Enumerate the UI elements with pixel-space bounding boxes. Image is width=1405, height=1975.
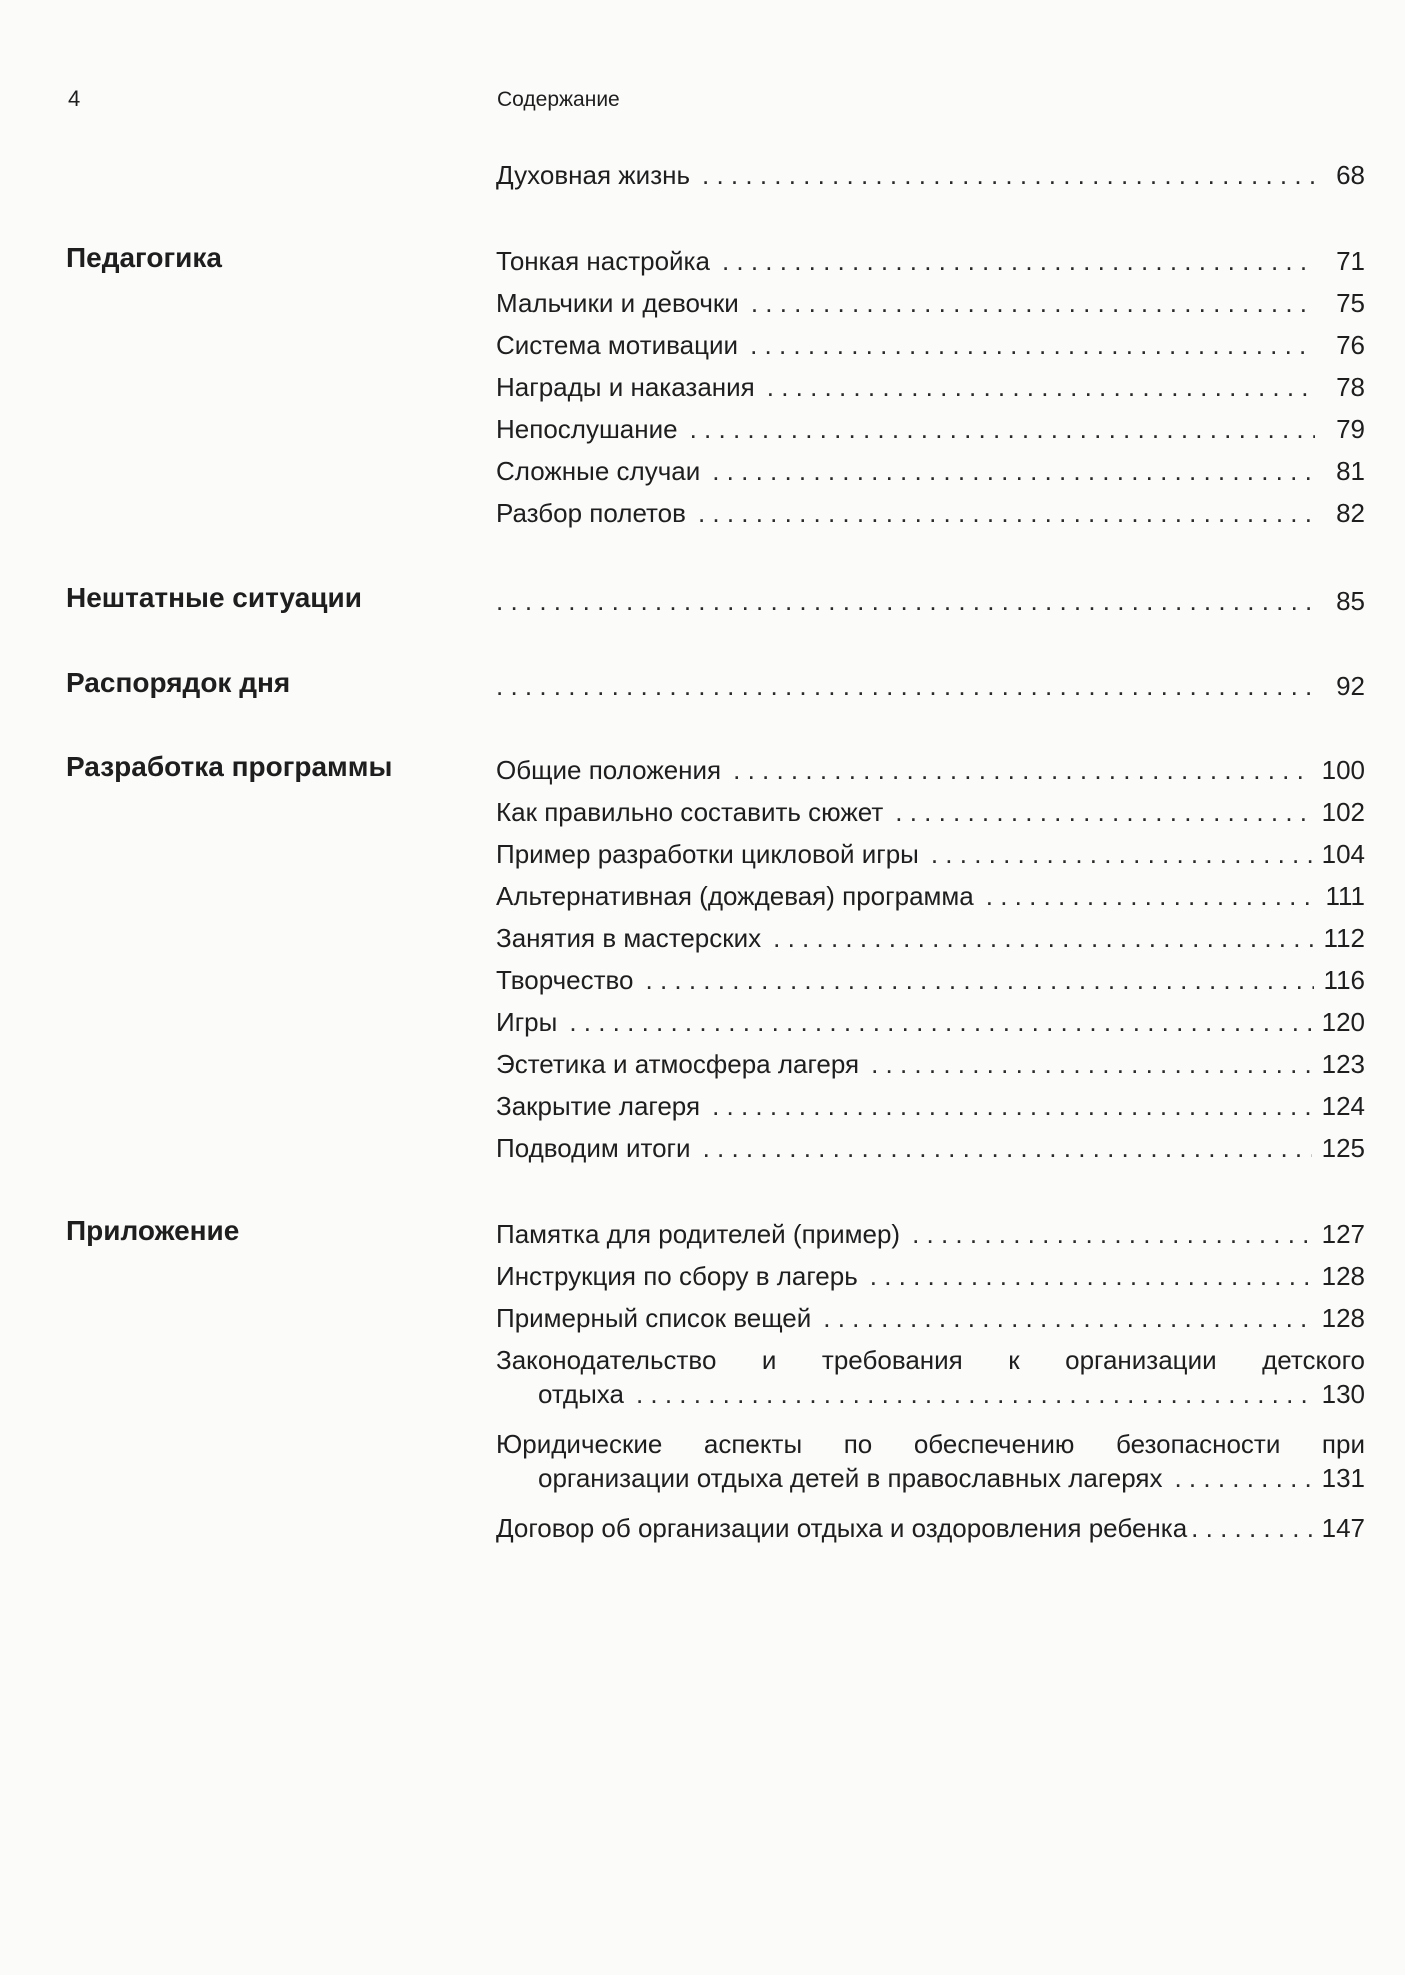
entry-page: 128 xyxy=(1321,1261,1365,1291)
dot-leader xyxy=(722,244,1315,278)
entry-page: 78 xyxy=(1336,372,1365,402)
entry-title: Система мотивации xyxy=(496,330,739,360)
toc-entry[interactable] xyxy=(496,1047,1365,1081)
dot-leader xyxy=(646,963,1314,997)
dot-leader xyxy=(733,753,1311,787)
dot-leader xyxy=(1191,1511,1317,1545)
entry-title: Духовная жизнь xyxy=(496,160,691,190)
toc-entry[interactable] xyxy=(496,1511,1365,1545)
dot-leader xyxy=(871,1047,1312,1081)
entry-page: 125 xyxy=(1321,1133,1365,1163)
entry-title: Как правильно составить сюжет xyxy=(496,797,884,827)
entry-page: 111 xyxy=(1325,881,1365,911)
toc-entry[interactable] xyxy=(496,328,1365,362)
toc-entry[interactable] xyxy=(496,158,1365,192)
dot-leader xyxy=(767,370,1315,404)
entry-page: 100 xyxy=(1321,755,1365,785)
toc-entry[interactable] xyxy=(496,837,1365,871)
dot-leader xyxy=(912,1217,1312,1251)
dot-leader xyxy=(750,328,1315,362)
section-title-emergencies: Нештатные ситуации xyxy=(66,582,362,613)
dot-leader xyxy=(702,158,1315,192)
toc-entry[interactable] xyxy=(496,286,1365,320)
dot-leader xyxy=(703,1131,1312,1165)
entry-page: 76 xyxy=(1336,330,1365,360)
entry-title-line1: Законодательство и требования к организации детского xyxy=(496,1345,1365,1375)
entry-page: 92 xyxy=(1336,671,1365,701)
entry-title: Инструкция по сбору в лагерь xyxy=(496,1261,858,1291)
entry-title: Примерный список вещей xyxy=(496,1303,812,1333)
entry-title: Занятия в мастерских xyxy=(496,923,762,953)
entry-title: Закрытие лагеря xyxy=(496,1091,701,1121)
toc-entry[interactable] xyxy=(496,753,1365,787)
toc-entry[interactable] xyxy=(496,1343,1365,1411)
entry-page: 75 xyxy=(1336,288,1365,318)
toc-entry[interactable] xyxy=(496,1131,1365,1165)
section-title-appendix: Приложение xyxy=(66,1215,240,1246)
entry-title: Эстетика и атмосфера лагеря xyxy=(496,1049,860,1079)
toc-entry[interactable] xyxy=(496,1427,1365,1495)
toc-entry[interactable] xyxy=(496,1217,1365,1251)
entry-title: Памятка для родителей (пример) xyxy=(496,1219,901,1249)
entry-page: 147 xyxy=(1321,1513,1365,1543)
entry-page: 128 xyxy=(1321,1303,1365,1333)
entry-title: Разбор полетов xyxy=(496,498,686,528)
entry-title-line2: организации отдыха детей в православных лагерях xyxy=(538,1463,1163,1493)
dot-leader xyxy=(823,1301,1311,1335)
entry-page: 124 xyxy=(1321,1091,1365,1121)
toc-entry[interactable] xyxy=(496,496,1365,530)
dot-leader xyxy=(931,837,1312,871)
toc-entry[interactable] xyxy=(496,244,1365,278)
toc-entry[interactable] xyxy=(496,584,1365,618)
toc-entry[interactable] xyxy=(496,1089,1365,1123)
dot-leader xyxy=(870,1259,1312,1293)
running-head: Содержание xyxy=(497,88,620,111)
toc-entry[interactable] xyxy=(496,795,1365,829)
entry-page: 85 xyxy=(1336,586,1365,616)
entry-title: Договор об организации отдыха и оздоровления ребенка xyxy=(496,1513,1188,1543)
entry-page: 68 xyxy=(1336,160,1365,190)
entry-title: Игры xyxy=(496,1007,558,1037)
dot-leader xyxy=(690,412,1315,446)
toc-entry[interactable] xyxy=(496,963,1365,997)
toc-entry[interactable] xyxy=(496,669,1365,703)
entry-title: Пример разработки цикловой игры xyxy=(496,839,919,869)
entry-second-line xyxy=(496,1377,1365,1411)
section-title-daily-schedule: Распорядок дня xyxy=(66,667,291,698)
entry-page: 79 xyxy=(1336,414,1365,444)
entry-second-line xyxy=(496,1461,1365,1495)
toc-entry[interactable] xyxy=(496,454,1365,488)
entry-page: 112 xyxy=(1323,923,1365,953)
toc-entry[interactable] xyxy=(496,921,1365,955)
entry-page: 81 xyxy=(1336,456,1365,486)
entry-title: Общие положения xyxy=(496,755,722,785)
entry-page: 120 xyxy=(1321,1007,1365,1037)
toc-entry[interactable] xyxy=(496,1301,1365,1335)
entry-page: 127 xyxy=(1321,1219,1365,1249)
section-title-pedagogy: Педагогика xyxy=(66,242,222,273)
entry-title: Тонкая настройка xyxy=(496,246,710,276)
toc-entry[interactable] xyxy=(496,412,1365,446)
toc-entry[interactable] xyxy=(496,370,1365,404)
entry-title: Награды и наказания xyxy=(496,372,755,402)
section-title-program-development: Разработка программы xyxy=(66,751,393,782)
entry-page: 123 xyxy=(1321,1049,1365,1079)
toc-entry[interactable] xyxy=(496,1005,1365,1039)
dot-leader xyxy=(698,496,1315,530)
entry-title: Непослушание xyxy=(496,414,678,444)
entry-page: 82 xyxy=(1336,498,1365,528)
entry-title: Альтернативная (дождевая) программа xyxy=(496,881,974,911)
dot-leader xyxy=(712,1089,1312,1123)
page-number: 4 xyxy=(68,86,81,111)
entry-title: Творчество xyxy=(496,965,634,995)
toc-entry[interactable] xyxy=(496,1259,1365,1293)
toc-entry[interactable] xyxy=(496,879,1365,913)
dot-leader xyxy=(773,921,1313,955)
dot-leader xyxy=(895,795,1311,829)
entry-title-line1: Юридические аспекты по обеспечению безопасности при xyxy=(496,1429,1365,1459)
entry-page: 104 xyxy=(1321,839,1365,869)
dot-leader xyxy=(496,669,1315,703)
dot-leader xyxy=(569,1005,1311,1039)
entry-title: Сложные случаи xyxy=(496,456,701,486)
entry-title: Мальчики и девочки xyxy=(496,288,739,318)
dot-leader xyxy=(712,454,1315,488)
entry-title-line2: отдыха xyxy=(538,1379,624,1409)
entry-page: 71 xyxy=(1336,246,1365,276)
dot-leader xyxy=(986,879,1315,913)
entry-page: 102 xyxy=(1321,797,1365,827)
entry-page: 130 xyxy=(1321,1379,1365,1409)
dot-leader xyxy=(751,286,1315,320)
entry-page: 116 xyxy=(1323,965,1365,995)
entry-title: Подводим итоги xyxy=(496,1133,691,1163)
dot-leader xyxy=(1174,1461,1311,1495)
dot-leader xyxy=(636,1377,1312,1411)
entry-page: 131 xyxy=(1321,1463,1365,1493)
dot-leader xyxy=(496,584,1315,618)
